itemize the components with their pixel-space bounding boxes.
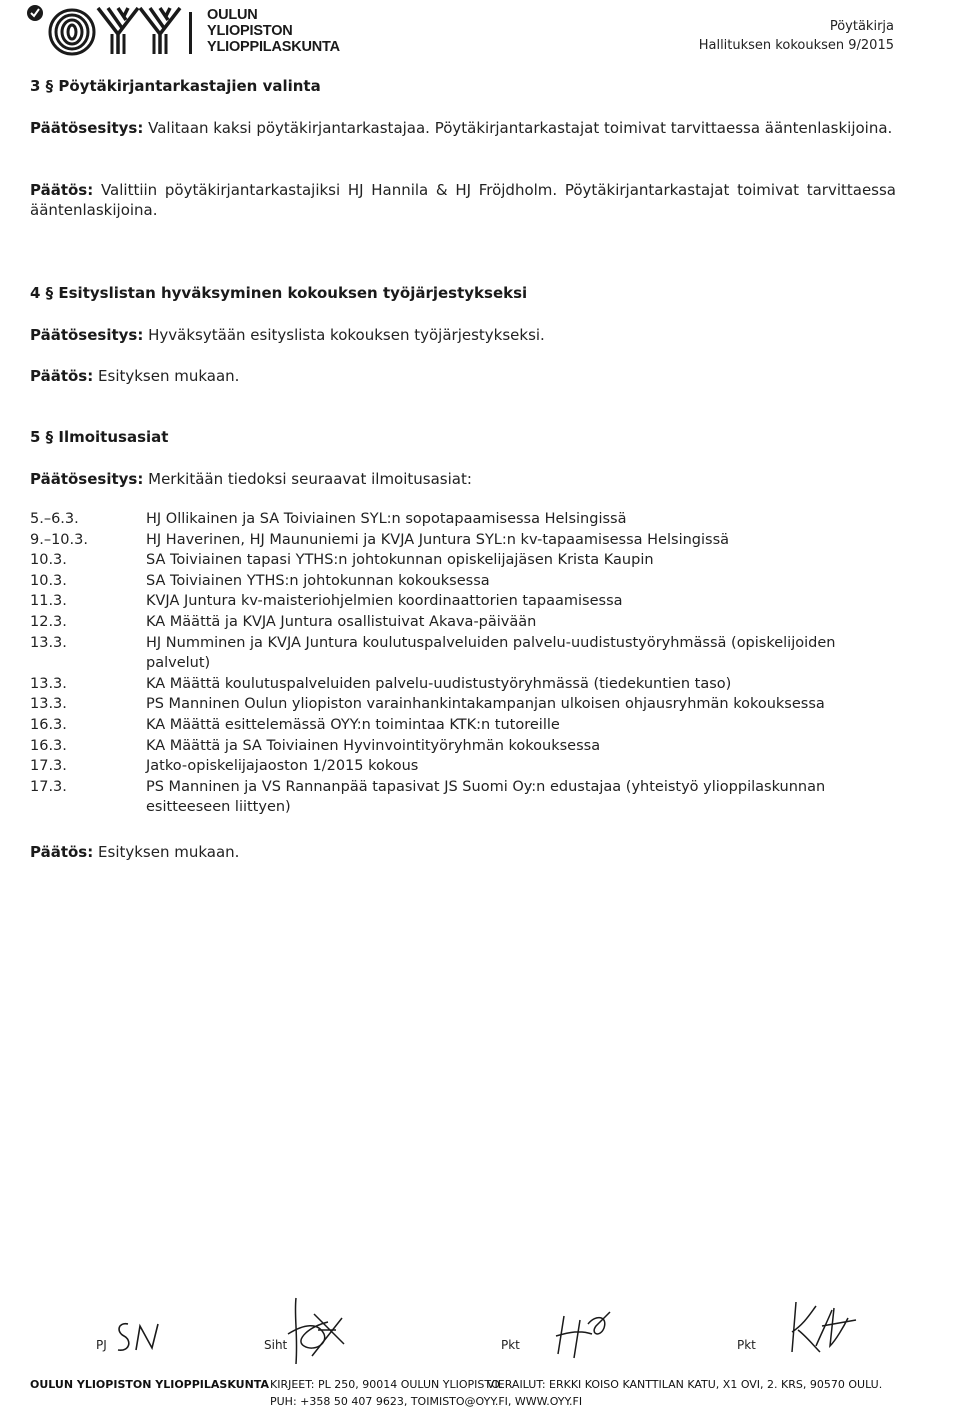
wordmark-line-3: YLIOPPILASKUNTA [207,39,340,55]
proposal-text: Valitaan kaksi pöytäkirjantarkastajaa. Pöytäkirjantarkastajat toimivat tarvittaessa ääntenlaskijoina. [148,119,893,137]
decision-label: Päätös: [30,181,94,199]
pj-label: PJ [96,1338,107,1352]
item-date: 13.3. [30,675,67,692]
section-4-title: 4 § Esityslistan hyväksyminen kokouksen työjärjestykseksi [30,284,528,302]
item-text: HJ Haverinen, HJ Maununiemi ja KVJA Juntura SYL:n kv-tapaamisessa Helsingissä [146,531,730,548]
section-3-decision [30,180,896,220]
list-item [30,694,900,715]
item-text: KA Määttä esittelemässä OYY:n toimintaa KTK:n tutoreille [146,716,560,733]
proposal-label: Päätösesitys: [30,119,144,137]
item-date: 12.3. [30,613,67,630]
list-item [30,777,900,818]
item-date: 16.3. [30,737,67,754]
footer-mail-address: KIRJEET: PL 250, 90014 OULUN YLIOPISTO. [270,1378,503,1391]
document-type: Pöytäkirja [829,19,894,34]
section-4-decision [30,366,239,386]
list-item [30,530,900,551]
item-date: 9.–10.3. [30,531,88,548]
decision-text: Esityksen mukaan. [98,367,240,385]
list-item [30,612,900,633]
list-item [30,674,900,695]
list-item [30,715,900,736]
item-text: PS Manninen Oulun yliopiston varainhankintakampanjan ulkoisen ohjausryhmän kokouksessa [146,696,825,713]
oyy-logo [26,4,198,56]
announcement-list [30,509,900,818]
wordmark-line-1: OULUN [207,7,258,23]
org-wordmark [207,7,340,55]
item-text: PS Manninen ja VS Rannanpää tapasivat JS Suomi Oy:n edustajaa (yhteistyö ylioppilaskunnan esitteeseen liittyen) [146,778,826,816]
item-date: 10.3. [30,552,67,569]
signature-area [0,1290,960,1370]
siht-label: Siht [264,1338,288,1352]
proposal-text: Merkitään tiedoksi seuraavat ilmoitusasiat: [148,470,472,488]
item-date: 17.3. [30,778,67,795]
item-date: 17.3. [30,758,67,775]
section-3-proposal [30,118,896,138]
item-text: HJ Numminen ja KVJA Juntura koulutuspalveluiden palvelu-uudistustyöryhmässä (opiskelijoiden palvelut) [146,634,836,672]
pkt-label-1: Pkt [501,1338,520,1352]
document-name: Hallituksen kokouksen 9/2015 [698,38,894,53]
list-item [30,571,900,592]
section-3-title: 3 § Pöytäkirjantarkastajien valinta [30,77,321,95]
siht-signature [284,1294,354,1370]
list-item [30,509,900,530]
item-text: KA Määttä koulutuspalveluiden palvelu-uudistustyöryhmässä (tiedekuntien taso) [146,675,732,692]
item-date: 16.3. [30,716,67,733]
pj-signature [114,1318,170,1358]
document-meta [699,17,894,55]
section-5-title: 5 § Ilmoitusasiat [30,428,169,446]
pkt-signature-1 [550,1308,616,1364]
decision-label: Päätös: [30,367,94,385]
item-date: 11.3. [30,593,67,610]
decision-text: Esityksen mukaan. [98,843,240,861]
list-item [30,736,900,757]
footer-contact: PUH: +358 50 407 9623, TOIMISTO@OYY.FI, WWW.OYY.FI [270,1395,583,1408]
item-date: 13.3. [30,696,67,713]
item-text: SA Toiviainen YTHS:n johtokunnan kokouksessa [146,572,490,589]
list-item [30,591,900,612]
item-date: 10.3. [30,572,67,589]
section-4-proposal [30,325,545,345]
decision-label: Päätös: [30,843,94,861]
item-date: 5.–6.3. [30,511,79,527]
section-5-proposal [30,469,472,489]
pkt-label-2: Pkt [737,1338,756,1352]
proposal-text: Hyväksytään esityslista kokouksen työjärjestykseksi. [148,326,545,344]
item-date: 13.3. [30,634,67,651]
footer-visit-address: VIERAILUT: ERKKI KOISO KANTTILAN KATU, X1 OVI, 2. KRS, 90570 OULU. [487,1378,883,1391]
item-text: KVJA Juntura kv-maisteriohjelmien koordinaattorien tapaamisessa [146,593,623,610]
wordmark-line-2: YLIOPISTON [207,23,293,39]
list-item [30,756,900,777]
section-5-decision [30,842,239,862]
item-text: HJ Ollikainen ja SA Toiviainen SYL:n sopotapaamisessa Helsingissä [146,511,627,527]
item-text: KA Määttä ja SA Toiviainen Hyvinvointityöryhmän kokouksessa [146,737,601,754]
footer-org: OULUN YLIOPISTON YLIOPPILASKUNTA [30,1378,269,1391]
list-item [30,633,900,674]
item-text: Jatko-opiskelijajaoston 1/2015 kokous [146,758,419,775]
item-text: KA Määttä ja KVJA Juntura osallistuivat Akava-päivään [146,613,537,630]
pkt-signature-2 [786,1296,862,1356]
list-item [30,550,900,571]
proposal-label: Päätösesitys: [30,470,144,488]
proposal-label: Päätösesitys: [30,326,144,344]
decision-text: Valittiin pöytäkirjantarkastajiksi HJ Hannila & HJ Fröjdholm. Pöytäkirjantarkastajat toimivat tarvittaessa ääntenlaskijoina. [30,181,897,219]
item-text: SA Toiviainen tapasi YTHS:n johtokunnan opiskelijajäsen Krista Kaupin [146,552,654,569]
